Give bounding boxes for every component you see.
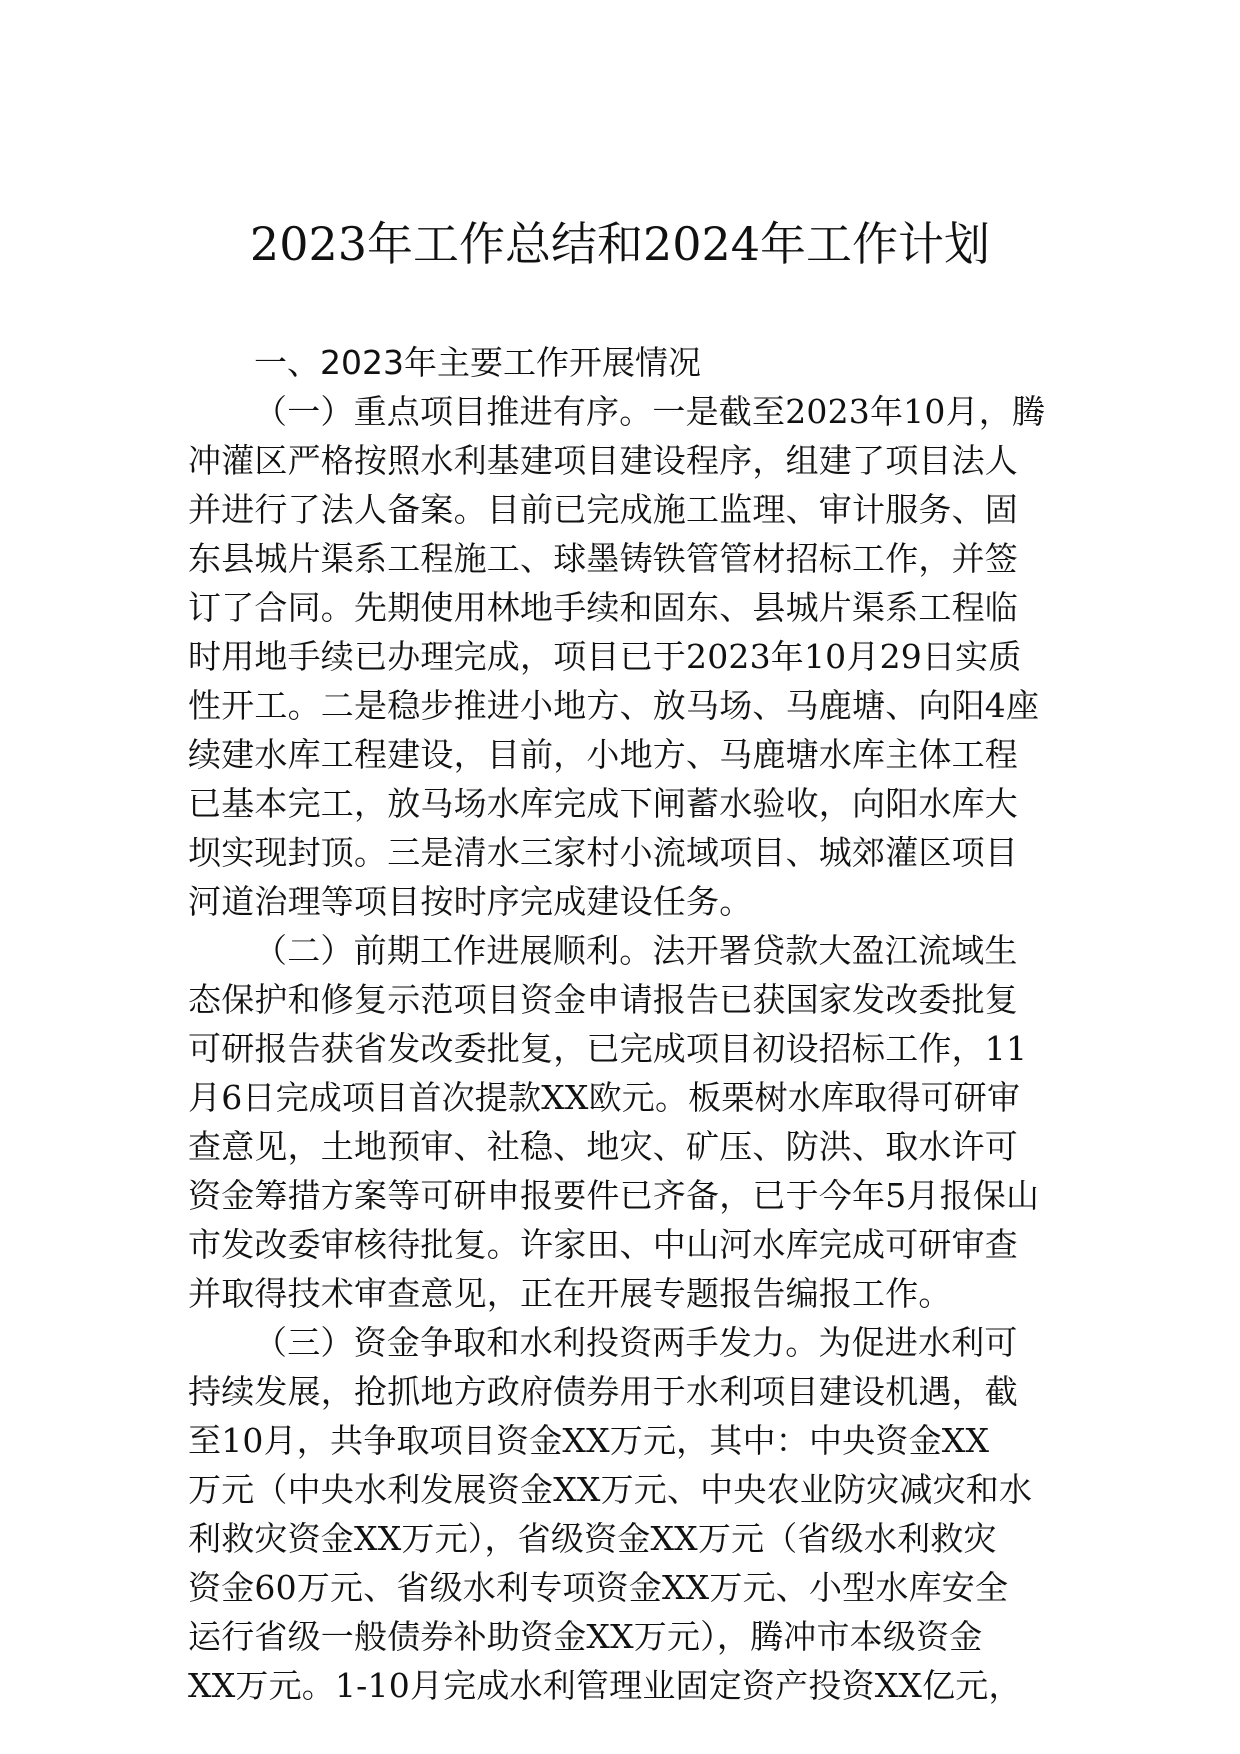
paragraph-line: 并进行了法人备案。目前已完成施工监理、审计服务、固 <box>188 490 1018 529</box>
paragraph-line: 月6日完成项目首次提款XX欧元。板栗树水库取得可研审 <box>188 1078 1021 1117</box>
paragraph-line: 冲灌区严格按照水利基建项目建设程序，组建了项目法人 <box>188 441 1018 480</box>
paragraph-list <box>188 387 1052 1710</box>
paragraph-line: （三）资金争取和水利投资两手发力。为促进水利可 <box>254 1323 1018 1362</box>
paragraph-line: 资金60万元、省级水利专项资金XX万元、小型水库安全 <box>188 1568 1009 1607</box>
paragraph-line: 并取得技术审查意见，正在开展专题报告编报工作。 <box>188 1274 952 1313</box>
paragraph-line: 时用地手续已办理完成，项目已于2023年10月29日实质 <box>188 637 1022 676</box>
section-heading: 一、2023年主要工作开展情况 <box>254 343 701 382</box>
paragraph-line: 河道治理等项目按时序完成建设任务。 <box>188 882 753 921</box>
paragraph-line: 持续发展，抢抓地方政府债券用于水利项目建设机遇，截 <box>188 1372 1018 1411</box>
document-body <box>188 338 1052 1710</box>
body-paragraph <box>188 387 1052 926</box>
body-paragraph <box>188 926 1052 1318</box>
paragraph-line: 利救灾资金XX万元），省级资金XX万元（省级水利救灾 <box>188 1519 997 1558</box>
document-title: 2023年工作总结和2024年工作计划 <box>249 217 991 271</box>
paragraph-line: 市发改委审核待批复。许家田、中山河水库完成可研审查 <box>188 1225 1018 1264</box>
paragraph-line: 运行省级一般债券补助资金XX万元），腾冲市本级资金 <box>188 1617 983 1656</box>
paragraph-line: 可研报告获省发改委批复，已完成项目初设招标工作，11 <box>188 1029 1028 1068</box>
paragraph-line: 资金筹措方案等可研申报要件已齐备，已于今年5月报保山 <box>188 1176 1040 1215</box>
paragraph-line: 坝实现封顶。三是清水三家村小流域项目、城郊灌区项目 <box>188 833 1018 872</box>
paragraph-line: 查意见，土地预审、社稳、地灾、矿压、防洪、取水许可 <box>188 1127 1018 1166</box>
paragraph-line: （二）前期工作进展顺利。法开署贷款大盈江流域生 <box>254 931 1018 970</box>
paragraph-line: 态保护和修复示范项目资金申请报告已获国家发改委批复 <box>188 980 1018 1019</box>
paragraph-line: XX万元。1-10月完成水利管理业固定资产投资XX亿元， <box>188 1666 1022 1705</box>
paragraph-line: （一）重点项目推进有序。一是截至2023年10月，腾 <box>254 392 1046 431</box>
paragraph-line: 性开工。二是稳步推进小地方、放马场、马鹿塘、向阳4座 <box>188 686 1040 725</box>
paragraph-line: 订了合同。先期使用林地手续和固东、县城片渠系工程临 <box>188 588 1018 627</box>
paragraph-line: 已基本完工，放马场水库完成下闸蓄水验收，向阳水库大 <box>188 784 1018 823</box>
paragraph-line: 东县城片渠系工程施工、球墨铸铁管管材招标工作，并签 <box>188 539 1018 578</box>
paragraph-line: 至10月，共争取项目资金XX万元，其中：中央资金XX <box>188 1421 990 1460</box>
body-paragraph <box>188 1318 1052 1710</box>
paragraph-line: 续建水库工程建设，目前，小地方、马鹿塘水库主体工程 <box>188 735 1018 774</box>
paragraph-line: 万元（中央水利发展资金XX万元、中央农业防灾减灾和水 <box>188 1470 1033 1509</box>
